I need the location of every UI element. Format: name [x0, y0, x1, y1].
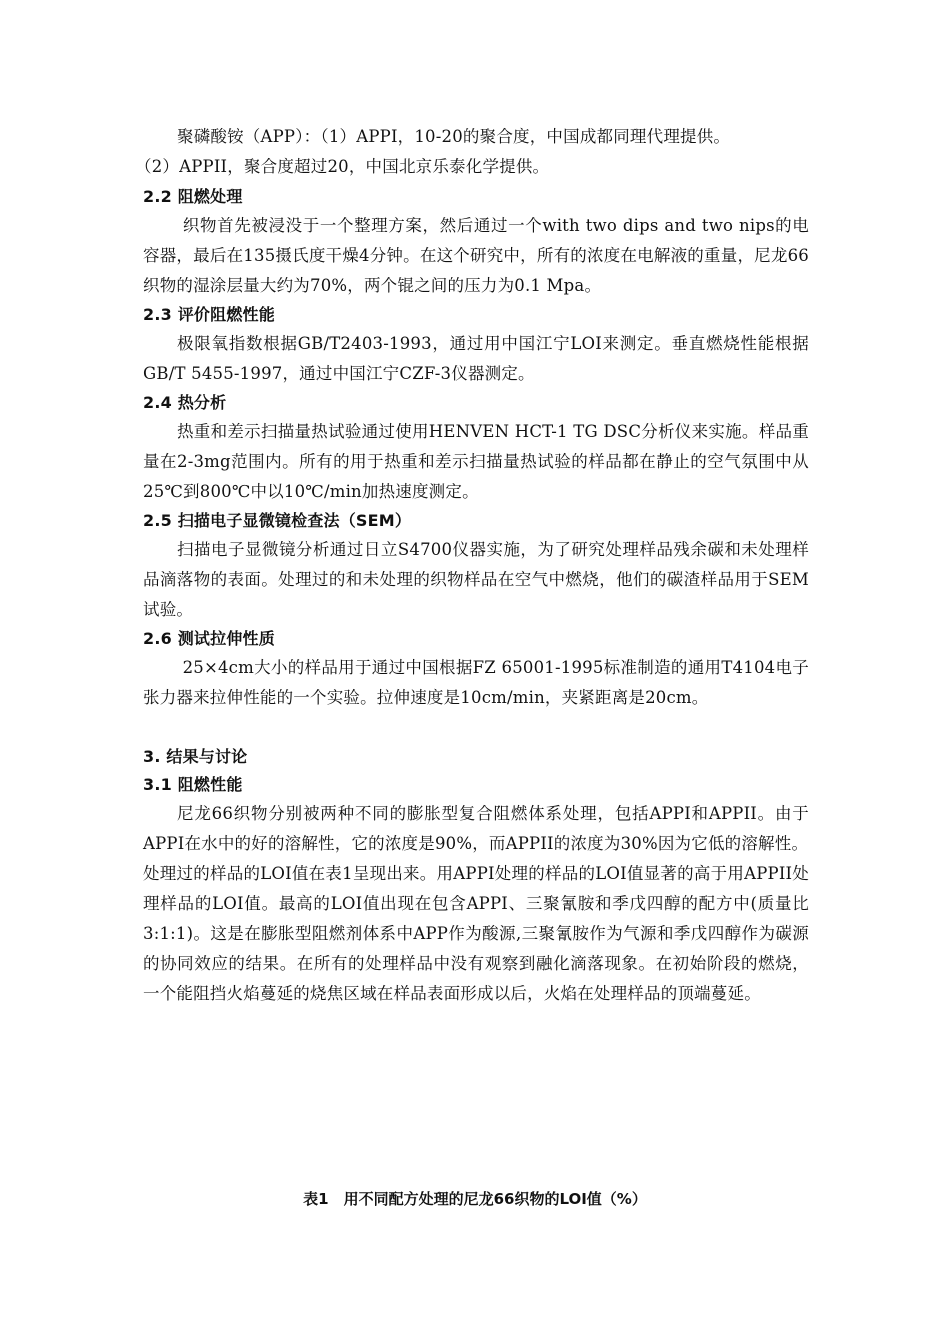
section-2-4-heading: 2.4 热分析 — [143, 393, 227, 412]
section-3-1-paragraph-2: 处理过的样品的LOI值在表1呈现出来。用APPI处理的样品的LOI值显著的高于用APPII处理样品的LOI值。最高的LOI值出现在包含APPI、三聚氰胺和季戊四醇的配方中(质量比3:1:1)。这是在膨胀型阻燃剂体系中APP作为酸源,三聚氰胺作为气源和季戊四醇作为碳源的协同效应的结果。在所有的处理样品中没有观察到融化滴落现象。在初始阶段的燃烧，一个能阻挡火焰蔓延的烧焦区域在样品表面形成以后，火焰在处理样品的顶端蔓延。 — [143, 864, 809, 1003]
body-text — [135, 122, 809, 1009]
section-3-1-heading: 3.1 阻燃性能 — [143, 775, 243, 794]
intro-line-1: 聚磷酸铵（APP）：（1）APPI，10-20的聚合度，中国成都同理代理提供。 — [177, 127, 731, 146]
section-2-2-body: 织物首先被浸没于一个整理方案，然后通过一个with two dips and two nips的电容器，最后在135摄氏度干燥4分钟。在这个研究中，所有的浓度在电解液的重量，尼龙66织物的湿涂层量大约为70%，两个锟之间的压力为0.1 Mpa。 — [143, 216, 809, 295]
section-2-3-heading: 2.3 评价阻燃性能 — [143, 305, 275, 324]
table-1-caption: 表1 用不同配方处理的尼龙66织物的LOI值（%） — [303, 1190, 647, 1208]
section-2-3-body: 极限氧指数根据GB/T2403-1993，通过用中国江宁LOI来测定。垂直燃烧性能根据GB/T 5455-1997，通过中国江宁CZF-3仪器测定。 — [143, 334, 809, 383]
section-2-6-body: 25×4cm大小的样品用于通过中国根据FZ 65001-1995标准制造的通用T4104电子张力器来拉伸性能的一个实验。拉伸速度是10cm/min，夹紧距离是20cm。 — [143, 658, 809, 707]
section-2-6-heading: 2.6 测试拉伸性质 — [143, 629, 275, 648]
intro-line-2: （2）APPII，聚合度超过20，中国北京乐泰化学提供。 — [135, 157, 550, 176]
section-2-5-heading: 2.5 扫描电子显微镜检查法（SEM） — [143, 511, 412, 530]
section-3-1-paragraph-1: 尼龙66织物分别被两种不同的膨胀型复合阻燃体系处理，包括APPI和APPII。由于APPI在水中的好的溶解性，它的浓度是90%，而APPII的浓度为30%因为它低的溶解性。 — [143, 804, 809, 853]
section-2-4-body: 热重和差示扫描量热试验通过使用HENVEN HCT-1 TG DSC分析仪来实施。样品重量在2-3mg范围内。所有的用于热重和差示扫描量热试验的样品都在静止的空气氛围中从25℃到800℃中以10℃/min加热速度测定。 — [143, 422, 809, 501]
section-2-2-heading: 2.2 阻燃处理 — [143, 187, 243, 206]
section-2-5-body: 扫描电子显微镜分析通过日立S4700仪器实施，为了研究处理样品残余碳和未处理样品滴落物的表面。处理过的和未处理的织物样品在空气中燃烧，他们的碳渣样品用于SEM试验。 — [143, 540, 809, 619]
section-3-heading: 3. 结果与讨论 — [143, 747, 248, 766]
